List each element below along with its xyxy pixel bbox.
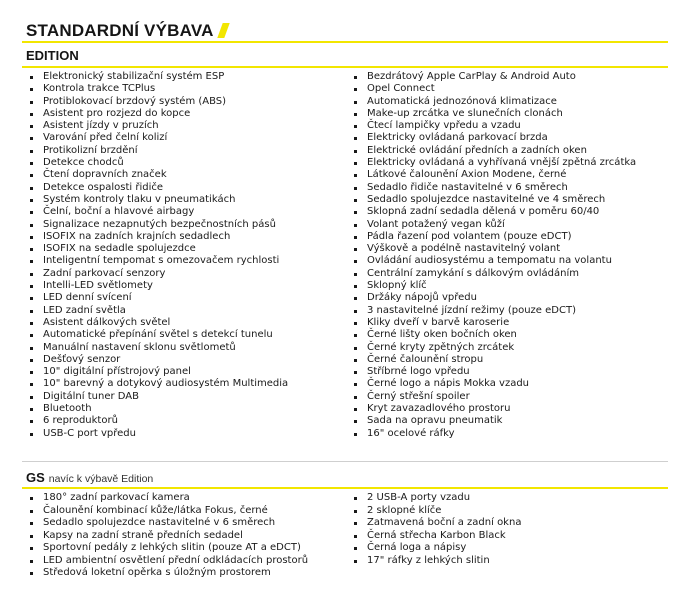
list-item: Inteligentní tempomat s omezovačem rychlosti xyxy=(28,255,288,267)
list-item: Sklopná zadní sedadla dělená v poměru 60/40 xyxy=(352,206,636,218)
list-item: Bluetooth xyxy=(28,403,288,415)
list-item: Digitální tuner DAB xyxy=(28,391,288,403)
yellow-slash-icon xyxy=(217,23,229,38)
list-item: Kryt zavazadlového prostoru xyxy=(352,403,636,415)
list-item: Elektricky ovládaná parkovací brzda xyxy=(352,132,636,144)
list-item: 17" ráfky z lehkých slitin xyxy=(352,555,521,568)
list-item: Čtení dopravních značek xyxy=(28,169,288,181)
list-item: Automatické přepínání světel s detekcí tunelu xyxy=(28,329,288,341)
gs-subheading: navíc k výbavě Edition xyxy=(48,473,154,485)
page-title-text: STANDARDNÍ VÝBAVA xyxy=(26,21,214,40)
list-item: Elektrické ovládání předních a zadních oken xyxy=(352,145,636,157)
list-item: Černý střešní spoiler xyxy=(352,391,636,403)
list-item: Elektronický stabilizační systém ESP xyxy=(28,71,288,83)
list-item: ISOFIX na sedadle spolujezdce xyxy=(28,243,288,255)
list-item: Černá loga a nápisy xyxy=(352,542,521,555)
list-item: Protiblokovací brzdový systém (ABS) xyxy=(28,96,288,108)
edition-heading xyxy=(26,48,79,63)
gs-top-rule xyxy=(22,461,668,462)
list-item: Čelní, boční a hlavové airbagy xyxy=(28,206,288,218)
list-item: Černá střecha Karbon Black xyxy=(352,530,521,543)
list-item: Bezdrátový Apple CarPlay & Android Auto xyxy=(352,71,636,83)
title-accent-rule xyxy=(22,41,668,43)
list-item: Signalizace nezapnutých bezpečnostních pásů xyxy=(28,219,288,231)
list-item: Asistent pro rozjezd do kopce xyxy=(28,108,288,120)
list-item: Manuální nastavení sklonu světlometů xyxy=(28,342,288,354)
list-item: Kliky dveří v barvě karoserie xyxy=(352,317,636,329)
list-item: LED denní svícení xyxy=(28,292,288,304)
list-item: Čalounění kombinací kůže/látka Fokus, černé xyxy=(28,505,308,518)
list-item: LED ambientní osvětlení přední odkládacích prostorů xyxy=(28,555,308,568)
gs-heading-text: GS xyxy=(26,470,45,485)
list-item: ISOFIX na zadních krajních sedadlech xyxy=(28,231,288,243)
list-item: USB-C port vpředu xyxy=(28,428,288,440)
list-item: Opel Connect xyxy=(352,83,636,95)
list-item: Středová loketní opěrka s úložným prostorem xyxy=(28,567,308,580)
list-item: Výškově a podélně nastavitelný volant xyxy=(352,243,636,255)
list-item: 2 sklopné klíče xyxy=(352,505,521,518)
list-item: Detekce ospalosti řidiče xyxy=(28,182,288,194)
list-item: Asistent jízdy v pruzích xyxy=(28,120,288,132)
gs-right-list xyxy=(352,492,521,567)
list-item: 16" ocelové ráfky xyxy=(352,428,636,440)
list-item: Stříbrné logo vpředu xyxy=(352,366,636,378)
edition-right-list xyxy=(352,71,636,440)
edition-left-list xyxy=(28,71,288,440)
edition-rule xyxy=(22,66,668,68)
list-item: Volant potažený vegan kůží xyxy=(352,219,636,231)
list-item: Sportovní pedály z lehkých slitin (pouze AT a eDCT) xyxy=(28,542,308,555)
gs-rule xyxy=(22,487,668,489)
list-item: Varování před čelní kolizí xyxy=(28,132,288,144)
list-item: Pádla řazení pod volantem (pouze eDCT) xyxy=(352,231,636,243)
list-item: Zatmavená boční a zadní okna xyxy=(352,517,521,530)
list-item: Sklopný klíč xyxy=(352,280,636,292)
list-item: Detekce chodců xyxy=(28,157,288,169)
list-item: 2 USB-A porty vzadu xyxy=(352,492,521,505)
list-item: LED zadní světla xyxy=(28,305,288,317)
list-item: Asistent dálkových světel xyxy=(28,317,288,329)
list-item: 3 nastavitelné jízdní režimy (pouze eDCT) xyxy=(352,305,636,317)
list-item: Make-up zrcátka ve slunečních clonách xyxy=(352,108,636,120)
gs-left-list xyxy=(28,492,308,580)
list-item: 10" digitální přístrojový panel xyxy=(28,366,288,378)
edition-heading-text: EDITION xyxy=(26,48,79,63)
list-item: Černé kryty zpětných zrcátek xyxy=(352,342,636,354)
list-item: Intelli-LED světlomety xyxy=(28,280,288,292)
list-item: Zadní parkovací senzory xyxy=(28,268,288,280)
list-item: Ovládání audiosystému a tempomatu na volantu xyxy=(352,255,636,267)
list-item: Sedadlo spolujezdce nastavitelné ve 4 směrech xyxy=(352,194,636,206)
list-item: 6 reproduktorů xyxy=(28,415,288,427)
list-item: Látkové čalounění Axion Modene, černé xyxy=(352,169,636,181)
list-item: Centrální zamykání s dálkovým ovládáním xyxy=(352,268,636,280)
list-item: Sedadlo řidiče nastavitelné v 6 směrech xyxy=(352,182,636,194)
list-item: Kontrola trakce TCPlus xyxy=(28,83,288,95)
list-item: Čtecí lampičky vpředu a vzadu xyxy=(352,120,636,132)
page-title xyxy=(26,21,227,41)
list-item: Držáky nápojů vpředu xyxy=(352,292,636,304)
list-item: Sedadlo spolujezdce nastavitelné v 6 směrech xyxy=(28,517,308,530)
list-item: Automatická jednozónová klimatizace xyxy=(352,96,636,108)
list-item: Dešťový senzor xyxy=(28,354,288,366)
list-item: Černé logo a nápis Mokka vzadu xyxy=(352,378,636,390)
list-item: 180° zadní parkovací kamera xyxy=(28,492,308,505)
list-item: Černé lišty oken bočních oken xyxy=(352,329,636,341)
list-item: Elektricky ovládaná a vyhřívaná vnější zpětná zrcátka xyxy=(352,157,636,169)
list-item: Sada na opravu pneumatik xyxy=(352,415,636,427)
list-item: Kapsy na zadní straně předních sedadel xyxy=(28,530,308,543)
gs-heading xyxy=(26,470,153,485)
list-item: Černé čalounění stropu xyxy=(352,354,636,366)
list-item: Protikolizní brzdění xyxy=(28,145,288,157)
list-item: Systém kontroly tlaku v pneumatikách xyxy=(28,194,288,206)
list-item: 10" barevný a dotykový audiosystém Multimedia xyxy=(28,378,288,390)
